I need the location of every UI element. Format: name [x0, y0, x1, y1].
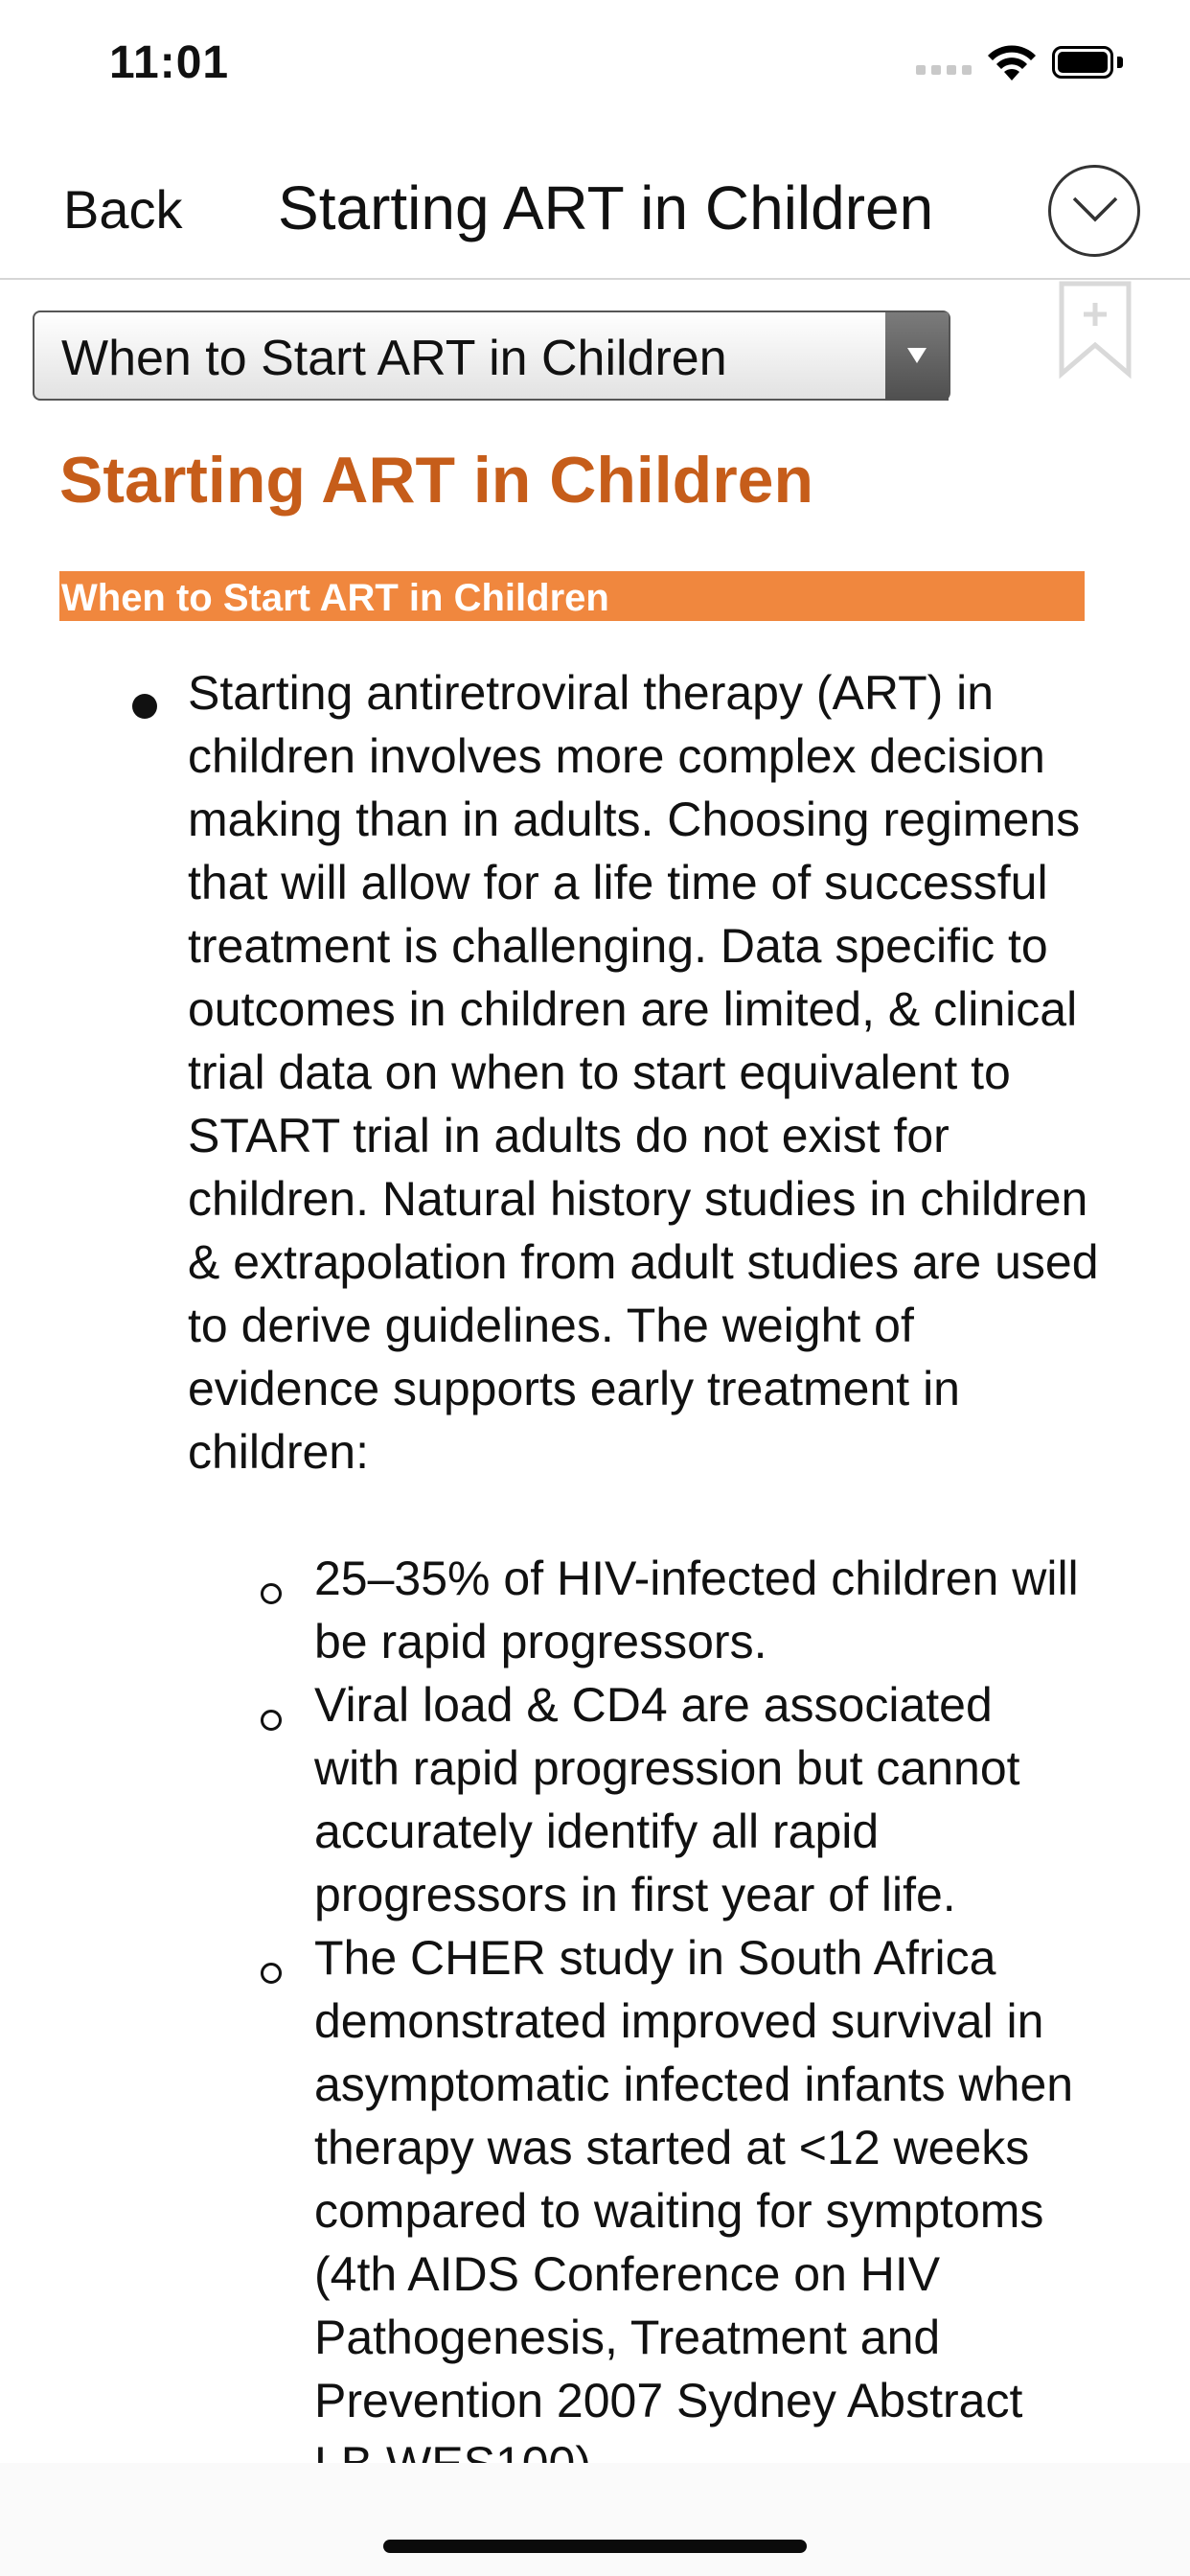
chevron-down-circle-icon[interactable]	[1048, 165, 1140, 257]
section-header	[59, 571, 1085, 621]
dropdown-arrow-icon	[885, 312, 949, 401]
dropdown-selected-value: When to Start ART in Children	[61, 331, 727, 386]
home-indicator-area	[0, 2463, 1190, 2576]
bullet-dot	[132, 694, 157, 719]
status-time: 11:01	[109, 37, 230, 88]
status-bar	[0, 0, 1190, 134]
wifi-icon	[985, 44, 1039, 82]
section-dropdown[interactable]	[33, 310, 950, 401]
sub-bullet-circle	[261, 1583, 282, 1604]
page-title: Starting ART in Children	[278, 173, 934, 242]
sub-bullet-text: The CHER study in South Africa demonstrated improved survival in asymptomatic infected infants when therapy was started at <12 weeks compared to waiting for symptoms (4th AIDS Conference on HIV Pathogenesis, Treatment and Prevention 2007 Sydney Abstract	[314, 1931, 1074, 2427]
content-body	[0, 661, 1190, 2463]
bullet-text: Starting antiretroviral therapy (ART) in children involves more complex decision making than in adults. Choosing regimens that will allow for a life time of successful treatment is challenging. Data specific to outcomes in children are limited, & clinical trial data on when to start equivalent to START trial in adults do not exist for children. Natural history studies in children & extrapolation from adult studies are used to derive guidelines. The weight of evidence supports early treatment in children:	[188, 666, 1099, 1479]
sub-bullet-circle	[261, 1963, 282, 1984]
bookmark-add-icon[interactable]	[1058, 282, 1133, 378]
sub-bullet-circle	[261, 1710, 282, 1731]
battery-icon	[1052, 46, 1125, 80]
sub-bullet-text: 25–35% of HIV-infected children will be rapid progressors.	[314, 1552, 1079, 1668]
section-title: When to Start ART in Children	[61, 577, 609, 619]
nav-bar	[0, 144, 1190, 280]
home-indicator[interactable]	[383, 2540, 807, 2553]
sub-bullet-text: Viral load & CD4 are associated with rapid progression but cannot accurately identify all rapid progressors in first year of life.	[314, 1678, 1020, 1921]
signal-icon	[916, 65, 972, 79]
back-button[interactable]: Back	[63, 179, 183, 240]
content-heading: Starting ART in Children	[59, 444, 814, 517]
